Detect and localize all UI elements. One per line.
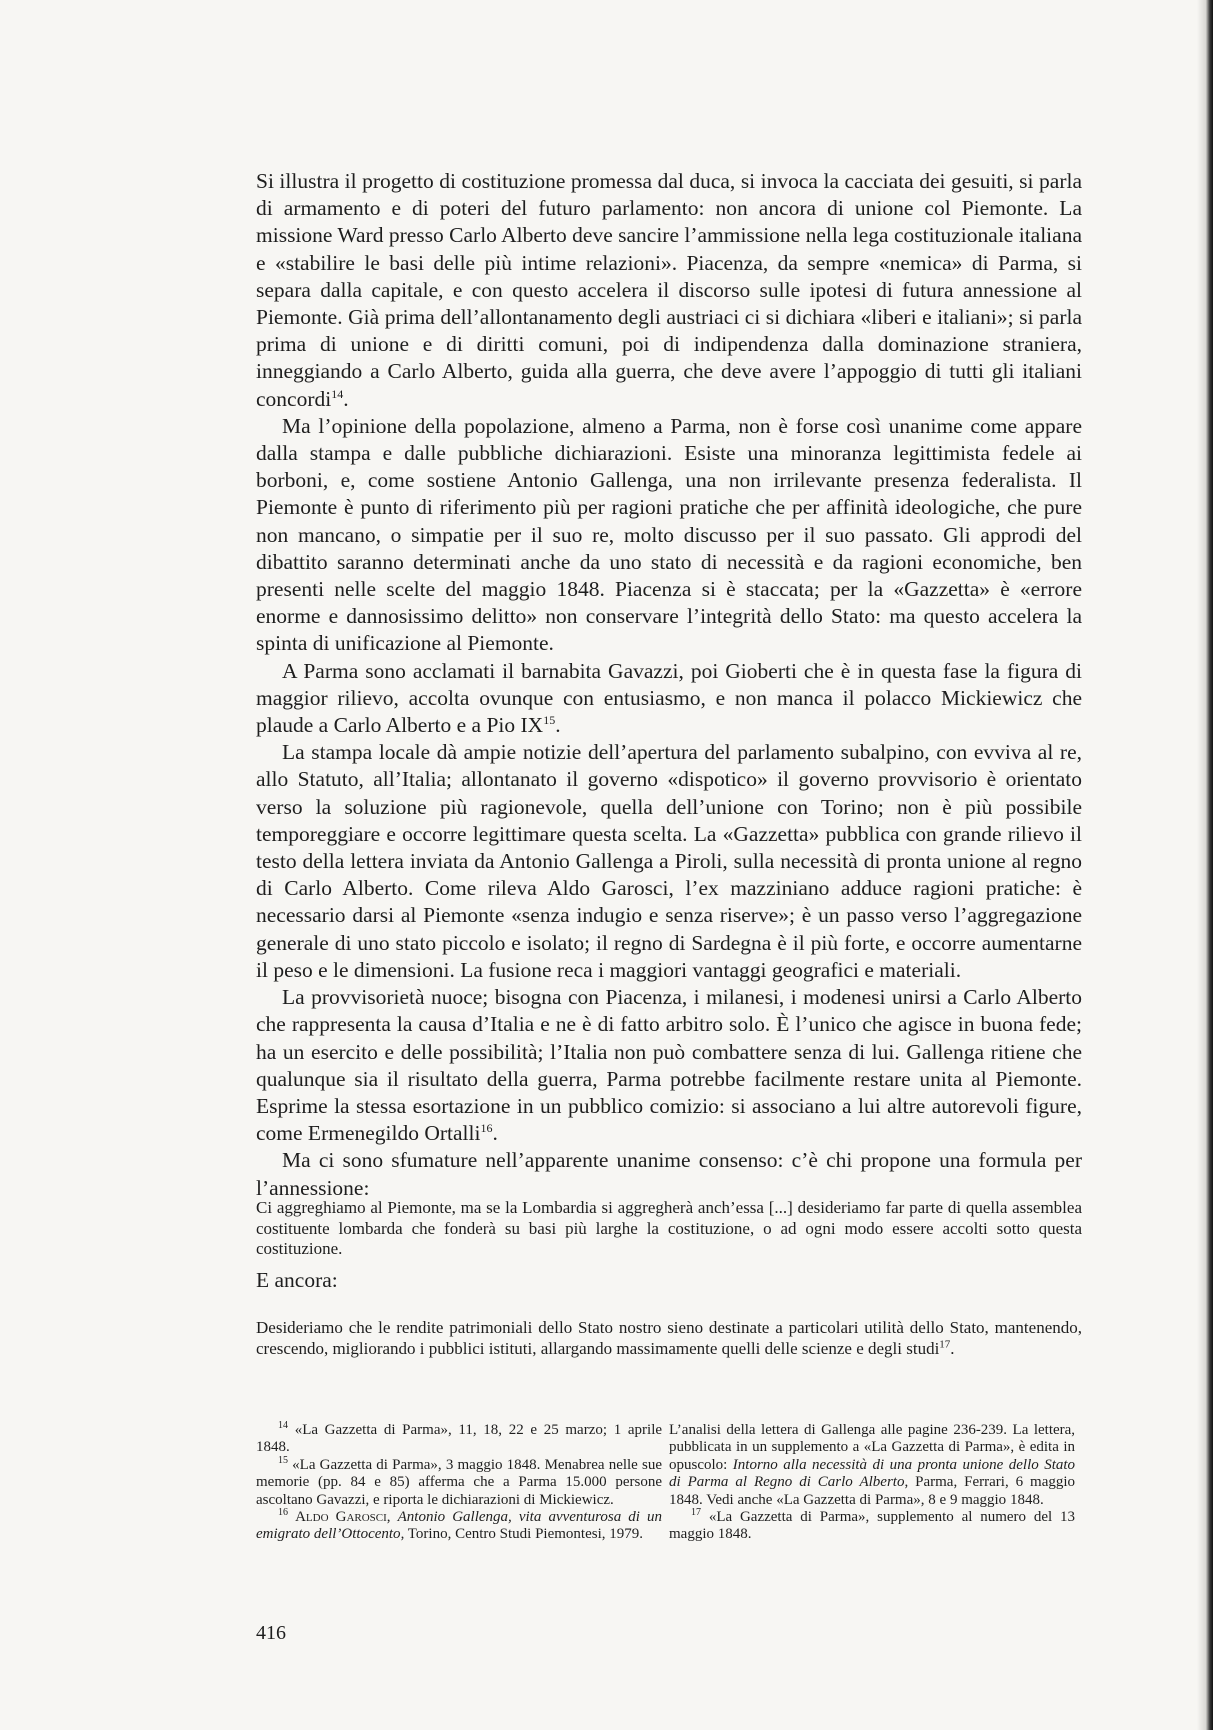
block-quote-1: Ci aggreghiamo al Piemonte, ma se la Lombardia si aggregherà anch’essa [...] desideriamo far parte di quella assemblea costituente lombarda che fonderà su basi più larghe la costituzione, o ad ogni modo essere accolti sotto questa costituzione. xyxy=(256,1198,1082,1258)
footnote-pamphlet-title: Alberto xyxy=(859,1474,905,1491)
footnote-pamphlet-title: di xyxy=(669,1474,681,1491)
paragraph-2: Ma l’opinione della popolazione, almeno a Parma, non è forse così unanime come appare dalla stampa e dalle pubbliche dichiarazioni. Esiste una minoranza legittimista fedele ai borboni, e, come sostiene Antonio Gallenga, una non irrilevante presenza federalista. Il Piemonte è punto di riferimento più per ragioni pratiche che per affinità ideologiche, che pure non mancano, o simpatie per il suo re, molto discusso per il suo passato. Gli approdi del dibattito saranno determinati anche da uno stato di necessità e da ragioni economiche, ben presenti nelle scelte del maggio 1848. Piacenza si è staccata; per la «Gazzetta» è «errore enorme e dannosissimo delitto» non conservare l’integrità dello Stato: ma questo accelera la spinta di unificazione al Piemonte. xyxy=(256,413,1082,656)
footnote-author: Garosci xyxy=(335,1509,387,1526)
footnote-book-title: emigrato xyxy=(256,1526,311,1543)
page-edge-shadow xyxy=(1197,0,1213,1730)
footnote-book-title: di xyxy=(628,1509,640,1526)
footnote-pamphlet-title xyxy=(681,1474,688,1490)
footnote-ref-16: 16 xyxy=(480,1120,493,1135)
footnote-pamphlet-title: dello xyxy=(1008,1456,1039,1473)
footnote-book-title: avventurosa xyxy=(548,1509,622,1526)
footnote-16-continued: L’analisi della lettera di Gallenga alle pagine 236-239. La lettera, pubblicata in un supplemento a «La Gazzetta di Parma», è edita in opuscolo: Intorno alla necessità di una pronta unione dello Stato di Parma al Regno di Carlo Alberto, Parma, Ferrari, 6 maggio 1848. Vedi anche «La Gazzetta di Parma», 8 e 9 maggio 1848. xyxy=(669,1422,1076,1508)
footnote-book-title xyxy=(512,1509,519,1525)
footnote-pamphlet-title: al xyxy=(735,1474,748,1491)
footnote-pamphlet-title: alla xyxy=(783,1456,807,1473)
footnote-pamphlet-title: una xyxy=(889,1456,913,1473)
footnote-pamphlet-title: Regno xyxy=(753,1474,793,1491)
footnotes-left-column xyxy=(256,1422,662,1544)
footnote-book-title: vita xyxy=(518,1509,542,1526)
paragraph-3: A Parma sono acclamati il barnabita Gavazzi, poi Gioberti che è in questa fase la figura di maggior rilievo, accolta ovunque con entusiasmo, e non manca il polacco Mickiewicz che plaude a Carlo Alberto e a Pio IX$^{15}$. xyxy=(256,658,1082,738)
footnote-14: $^{14}$ «La Gazzetta di Parma», 11, 18, 22 e 25 marzo; 1 aprile 1848. xyxy=(256,1420,663,1456)
footnote-17: $^{17}$ «La Gazzetta di Parma», supplemento al numero del 13 maggio 1848. xyxy=(669,1507,1076,1543)
main-text xyxy=(256,168,1082,1202)
footnote-pamphlet-title: di xyxy=(799,1474,811,1491)
paragraph-6: Ma ci sono sfumature nell’apparente unanime consenso: c’è chi propone una formula per l’annessione: xyxy=(256,1148,1082,1200)
footnote-pamphlet-title: unione xyxy=(962,1456,1004,1473)
page-number: 416 xyxy=(256,1622,286,1644)
footnote-ref-15: 15 xyxy=(543,712,556,727)
footnote-author: Aldo xyxy=(295,1509,329,1526)
footnote-16: $^{16}$ Aldo Garosci, Antonio Gallenga, vita avventurosa di un emigrato dell’Ottocento, Torino, Centro Studi Piemontesi, 1979. xyxy=(256,1507,663,1543)
footnote-ref-14: 14 xyxy=(331,386,344,401)
footnote-ref-17: 17 xyxy=(939,1337,951,1350)
footnote-pamphlet-title: pronta xyxy=(917,1456,958,1473)
footnote-pamphlet-title: Carlo xyxy=(817,1474,853,1491)
footnote-pamphlet-title: Stato xyxy=(1044,1456,1076,1473)
footnote-15: $^{15}$ «La Gazzetta di Parma», 3 maggio 1848. Menabrea nelle sue memorie (pp. 84 e 85) afferma che a Parma 15.000 persone ascoltano Gavazzi, e riporta le dichiarazioni di Mickiewicz. xyxy=(256,1454,663,1508)
footnote-author xyxy=(329,1509,336,1525)
block-quote-2: Desideriamo che le rendite patrimoniali dello Stato nostro sieno destinate a particolari utilità dello Stato, mantenendo, crescendo, migliorando i pubblici istituti, allargando massimamente quelli delle scienze e degli studi$^{17}$. xyxy=(256,1318,1082,1358)
footnotes-right-column xyxy=(669,1422,1075,1544)
footnote-pamphlet-title xyxy=(811,1474,818,1490)
transition-text: E ancora: xyxy=(256,1268,338,1292)
paragraph-4: La stampa locale dà ampie notizie dell’apertura del parlamento subalpino, con evviva al re, allo Statuto, all’Italia; allontanato il governo «dispotico» il governo provvisorio è orientato verso la soluzione più ragionevole, quella dell’unione con Torino; non è più possibile temporeggiare e occorre legittimare questa scelta. La «Gazzetta» pubblica con grande rilievo il testo della lettera inviata da Antonio Gallenga a Piroli, sulla necessità di pronta unione al regno di Carlo Alberto. Come rileva Aldo Garosci, l’ex mazziniano adduce ragioni pratiche: è necessario darsi al Piemonte «senza indugio e senza riserve»; è un passo verso l’aggregazione generale di uno stato piccolo e isolato; il regno di Sardegna è il più forte, e occorre aumentarne il peso e le dimensioni. La fusione reca i maggiori vantaggi geografici e materiali. xyxy=(256,740,1082,982)
footnote-book-title: Antonio xyxy=(397,1509,446,1526)
footnote-book-title: Gallenga, xyxy=(452,1509,512,1526)
footnote-pamphlet-title: necessità xyxy=(812,1456,868,1473)
footnote-book-title: un xyxy=(647,1509,663,1526)
paragraph-1: Si illustra il progetto di costituzione promessa dal duca, si invoca la cacciata dei gesuiti, si parla di armamento e di poteri del futuro parlamento: non ancora di unione col Piemonte. La missione Ward presso Carlo Alberto deve sancire l’ammissione nella lega costituzionale italiana e «stabilire le basi delle più intime relazioni». Piacenza, da sempre «nemica» di Parma, si separa dalla capitale, e con questo accelera il discorso sulle ipotesi di futura annessione al Piemonte. Già prima dell’allontanamento degli austriaci ci si dichiara «liberi e italiani»; si parla prima di unione e di diritti comuni, poi di indipendenza dalla dominazione straniera, inneggiando a Carlo Alberto, guida alla guerra, che deve avere l’appoggio di tutti gli italiani concordi$^{14}$. xyxy=(256,169,1082,411)
footnote-book-title xyxy=(640,1509,647,1525)
footnote-pamphlet-title: Intorno xyxy=(732,1456,778,1473)
footnote-pamphlet-title: di xyxy=(872,1456,885,1473)
footnote-book-title: dell’Ottocento xyxy=(313,1526,401,1543)
footnote-pamphlet-title: Parma xyxy=(687,1474,729,1491)
paragraph-5: La provvisorietà nuoce; bisogna con Piacenza, i milanesi, i modenesi unirsi a Carlo Alberto che rappresenta la causa d’Italia e ne è di fatto arbitro solo. È l’unico che agisce in buona fede; ha un esercito e delle possibilità; l’Italia non può combattere senza di lui. Gallenga ritiene che qualunque sia il risultato della guerra, Parma potrebbe facilmente restare unita al Piemonte. Esprime la stessa esortazione in un pubblico comizio: si associano a lui altre autorevoli figure, come Ermenegildo Ortalli$^{16}$. xyxy=(256,985,1082,1146)
footnote-pamphlet-title xyxy=(747,1474,754,1490)
